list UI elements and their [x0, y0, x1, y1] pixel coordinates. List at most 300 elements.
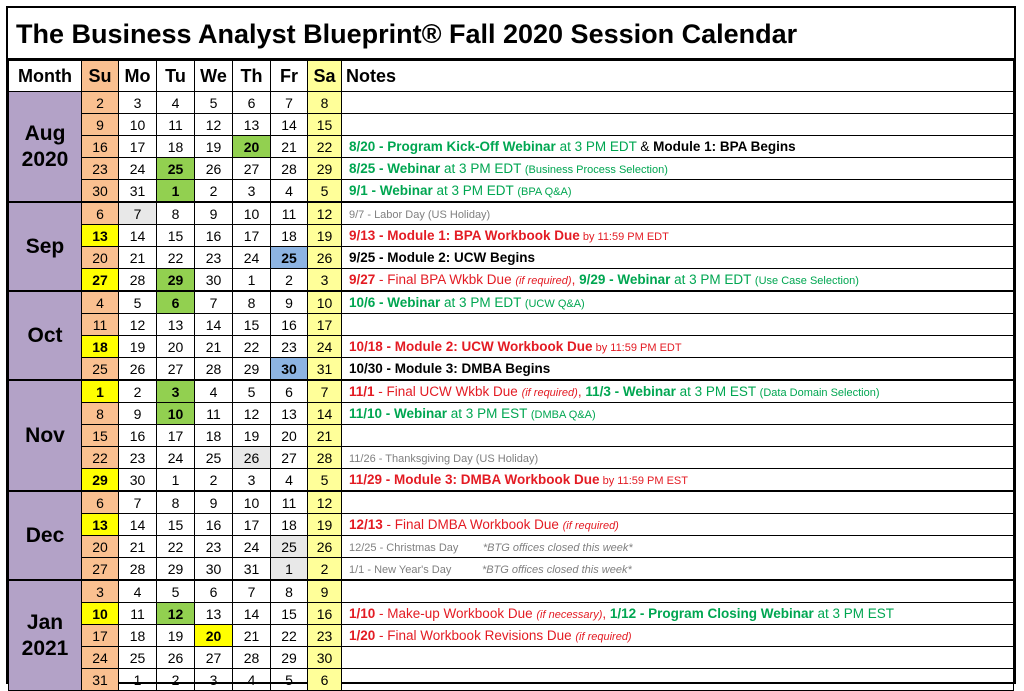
- day-cell: 24: [157, 447, 195, 469]
- day-cell: 1: [157, 180, 195, 203]
- day-cell: 9: [271, 291, 308, 314]
- day-cell: 28: [195, 358, 233, 381]
- note-segment: (Data Domain Selection): [759, 387, 880, 399]
- day-cell: 7: [119, 491, 157, 514]
- day-cell: 18: [82, 336, 119, 358]
- notes-cell: [342, 447, 1014, 469]
- notes-cell: [342, 647, 1014, 669]
- note-segment: *BTG offices closed this week*: [481, 564, 632, 576]
- day-cell: 30: [271, 358, 308, 381]
- note-segment: ,: [577, 384, 586, 399]
- day-cell: 11: [119, 603, 157, 625]
- note-segment: at 3 PM EST: [675, 384, 760, 399]
- day-cell: 17: [82, 625, 119, 647]
- day-cell: 27: [157, 358, 195, 381]
- day-cell: 2: [157, 669, 195, 691]
- day-cell: 6: [308, 669, 342, 691]
- note-segment: (DMBA Q&A): [530, 409, 596, 421]
- notes-cell: [342, 336, 1014, 358]
- day-cell: 1: [233, 269, 271, 292]
- day-cell: 19: [195, 136, 233, 158]
- day-cell: 27: [82, 269, 119, 292]
- day-cell: 29: [233, 358, 271, 381]
- note-segment: (if required): [515, 275, 572, 287]
- day-cell: 1: [157, 469, 195, 492]
- note-segment: at 3 PM EDT: [555, 139, 641, 154]
- week-row: [9, 180, 1014, 203]
- notes-cell: [342, 558, 1014, 581]
- week-row: [9, 247, 1014, 269]
- day-cell: 7: [308, 380, 342, 403]
- notes-cell: [342, 247, 1014, 269]
- day-cell: 14: [195, 314, 233, 336]
- note-segment: (Business Process Selection): [524, 164, 668, 176]
- note-segment: 9/7 - Labor Day (US Holiday): [349, 209, 491, 221]
- week-row: [9, 291, 1014, 314]
- day-cell: 17: [233, 225, 271, 247]
- day-cell: 29: [271, 647, 308, 669]
- day-cell: 6: [157, 291, 195, 314]
- day-cell: 9: [195, 491, 233, 514]
- day-cell: 26: [119, 358, 157, 381]
- day-cell: 10: [308, 291, 342, 314]
- day-cell: 3: [82, 580, 119, 603]
- day-cell: 17: [157, 425, 195, 447]
- day-cell: 4: [271, 469, 308, 492]
- day-cell: 28: [271, 158, 308, 180]
- day-cell: 24: [119, 158, 157, 180]
- day-cell: 31: [82, 669, 119, 691]
- note-segment: 1/20: [349, 628, 376, 643]
- note-segment: 10/18 - Module 2: UCW Workbook Due: [349, 339, 593, 354]
- notes-cell: [342, 669, 1014, 691]
- day-cell: 15: [157, 225, 195, 247]
- day-cell: 27: [271, 447, 308, 469]
- header-notes: Notes: [342, 61, 1014, 92]
- note-segment: 10/30 - Module 3: DMBA Begins: [349, 361, 551, 376]
- day-cell: 10: [233, 202, 271, 225]
- day-cell: 12: [233, 403, 271, 425]
- note-segment: 12/25 - Christmas Day: [349, 542, 483, 554]
- day-cell: 29: [308, 158, 342, 180]
- note-segment: 9/25 - Module 2: UCW Begins: [349, 250, 536, 265]
- day-cell: 6: [271, 380, 308, 403]
- week-row: [9, 603, 1014, 625]
- header-tuesday: Tu: [157, 61, 195, 92]
- note-segment: (if required): [521, 387, 578, 399]
- day-cell: 11: [195, 403, 233, 425]
- header-saturday: Sa: [308, 61, 342, 92]
- week-row: [9, 558, 1014, 581]
- notes-cell: [342, 158, 1014, 180]
- day-cell: 15: [308, 114, 342, 136]
- day-cell: 17: [119, 136, 157, 158]
- note-segment: 11/26 - Thanksgiving Day (US Holiday): [349, 453, 539, 465]
- day-cell: 5: [233, 380, 271, 403]
- day-cell: 10: [233, 491, 271, 514]
- day-cell: 5: [119, 291, 157, 314]
- day-cell: 21: [233, 625, 271, 647]
- month-label: Dec: [9, 491, 82, 580]
- notes-cell: [342, 603, 1014, 625]
- note-segment: - Make-up Workbook Due: [375, 606, 537, 621]
- day-cell: 4: [119, 580, 157, 603]
- day-cell: 9: [119, 403, 157, 425]
- note-segment: at 3 PM EST: [447, 406, 531, 421]
- day-cell: 13: [82, 225, 119, 247]
- day-cell: 11: [157, 114, 195, 136]
- day-cell: 25: [271, 536, 308, 558]
- notes-cell: [342, 403, 1014, 425]
- day-cell: 15: [233, 314, 271, 336]
- week-row: [9, 136, 1014, 158]
- day-cell: 21: [119, 247, 157, 269]
- note-segment: (if required): [562, 520, 619, 532]
- day-cell: 8: [82, 403, 119, 425]
- day-cell: 20: [271, 425, 308, 447]
- day-cell: 31: [233, 558, 271, 581]
- day-cell: 6: [233, 92, 271, 114]
- note-segment: 8/25 - Webinar: [349, 161, 441, 176]
- month-label: Jan 2021: [9, 580, 82, 691]
- day-cell: 24: [233, 247, 271, 269]
- day-cell: 20: [157, 336, 195, 358]
- week-row: [9, 158, 1014, 180]
- week-row: [9, 447, 1014, 469]
- month-label: Aug 2020: [9, 92, 82, 203]
- day-cell: 17: [308, 314, 342, 336]
- day-cell: 12: [195, 114, 233, 136]
- day-cell: 10: [119, 114, 157, 136]
- day-cell: 2: [308, 558, 342, 581]
- day-cell: 12: [308, 491, 342, 514]
- day-cell: 21: [195, 336, 233, 358]
- note-segment: ,: [602, 606, 610, 621]
- day-cell: 31: [119, 180, 157, 203]
- day-cell: 4: [233, 669, 271, 691]
- day-cell: 24: [82, 647, 119, 669]
- note-segment: (if necessary): [536, 609, 603, 621]
- day-cell: 23: [119, 447, 157, 469]
- note-segment: at 3 PM EDT: [440, 295, 525, 310]
- note-segment: - Final DMBA Workbook Due: [382, 517, 563, 532]
- note-segment: by 11:59 PM EDT: [592, 342, 682, 354]
- day-cell: 6: [195, 580, 233, 603]
- day-cell: 18: [195, 425, 233, 447]
- day-cell: 23: [195, 536, 233, 558]
- day-cell: 26: [233, 447, 271, 469]
- day-cell: 17: [233, 514, 271, 536]
- day-cell: 4: [195, 380, 233, 403]
- day-cell: 2: [195, 469, 233, 492]
- day-cell: 8: [157, 491, 195, 514]
- week-row: [9, 225, 1014, 247]
- notes-cell: [342, 469, 1014, 492]
- week-row: [9, 669, 1014, 691]
- note-segment: at 3 PM EST: [813, 606, 894, 621]
- day-cell: 16: [82, 136, 119, 158]
- day-cell: 13: [233, 114, 271, 136]
- note-segment: (Use Case Selection): [754, 275, 859, 287]
- day-cell: 29: [157, 558, 195, 581]
- day-cell: 18: [157, 136, 195, 158]
- day-cell: 19: [119, 336, 157, 358]
- day-cell: 3: [233, 180, 271, 203]
- day-cell: 3: [308, 269, 342, 292]
- day-cell: 14: [233, 603, 271, 625]
- day-cell: 16: [271, 314, 308, 336]
- day-cell: 28: [308, 447, 342, 469]
- day-cell: 12: [119, 314, 157, 336]
- day-cell: 13: [157, 314, 195, 336]
- month-label: Sep: [9, 202, 82, 291]
- note-segment: 8/20 -: [349, 139, 388, 154]
- notes-cell: [342, 92, 1014, 114]
- note-segment: by 11:59 PM EST: [599, 475, 688, 487]
- day-cell: 29: [82, 469, 119, 492]
- note-segment: - Final BPA Wkbk Due: [375, 272, 516, 287]
- note-segment: (UCW Q&A): [524, 298, 585, 310]
- day-cell: 16: [308, 603, 342, 625]
- day-cell: 25: [82, 358, 119, 381]
- day-cell: 5: [308, 180, 342, 203]
- page-title: The Business Analyst Blueprint® Fall 2020 Session Calendar: [8, 8, 1014, 60]
- week-row: [9, 336, 1014, 358]
- note-segment: at 3 PM EDT: [440, 161, 525, 176]
- day-cell: 28: [119, 269, 157, 292]
- calendar-body: [9, 92, 1014, 691]
- day-cell: 13: [82, 514, 119, 536]
- header-monday: Mo: [119, 61, 157, 92]
- day-cell: 23: [82, 158, 119, 180]
- month-label: Oct: [9, 291, 82, 380]
- day-cell: 26: [308, 536, 342, 558]
- note-segment: - Final Workbook Revisions Due: [375, 628, 576, 643]
- day-cell: 24: [308, 336, 342, 358]
- notes-cell: [342, 514, 1014, 536]
- day-cell: 8: [233, 291, 271, 314]
- note-segment: 10/6 - Webinar: [349, 295, 441, 310]
- day-cell: 5: [271, 669, 308, 691]
- day-cell: 25: [157, 158, 195, 180]
- day-cell: 7: [195, 291, 233, 314]
- day-cell: 20: [195, 625, 233, 647]
- day-cell: 4: [82, 291, 119, 314]
- note-segment: by 11:59 PM EDT: [579, 231, 669, 243]
- day-cell: 5: [157, 580, 195, 603]
- day-cell: 20: [233, 136, 271, 158]
- note-segment: (BPA Q&A): [517, 186, 572, 198]
- notes-cell: [342, 269, 1014, 292]
- week-row: [9, 647, 1014, 669]
- note-segment: 1/1 - New Year's Day: [349, 564, 482, 576]
- day-cell: 11: [271, 491, 308, 514]
- day-cell: 22: [271, 625, 308, 647]
- day-cell: 20: [82, 536, 119, 558]
- note-segment: 11/29 - Module 3: DMBA Workbook Due: [349, 472, 600, 487]
- day-cell: 27: [82, 558, 119, 581]
- header-month: Month: [9, 61, 82, 92]
- day-cell: 25: [119, 647, 157, 669]
- day-cell: 3: [195, 669, 233, 691]
- header-thursday: Th: [233, 61, 271, 92]
- day-cell: 3: [157, 380, 195, 403]
- week-row: [9, 358, 1014, 381]
- week-row: [9, 580, 1014, 603]
- week-row: [9, 202, 1014, 225]
- week-row: [9, 491, 1014, 514]
- day-cell: 9: [195, 202, 233, 225]
- day-cell: 18: [271, 225, 308, 247]
- day-cell: 22: [82, 447, 119, 469]
- note-segment: (if required): [575, 631, 632, 643]
- day-cell: 5: [308, 469, 342, 492]
- day-cell: 22: [157, 247, 195, 269]
- day-cell: 14: [119, 225, 157, 247]
- week-row: [9, 625, 1014, 647]
- notes-cell: [342, 491, 1014, 514]
- notes-cell: [342, 425, 1014, 447]
- day-cell: 19: [233, 425, 271, 447]
- day-cell: 23: [308, 625, 342, 647]
- notes-cell: [342, 225, 1014, 247]
- day-cell: 19: [157, 625, 195, 647]
- day-cell: 21: [119, 536, 157, 558]
- day-cell: 26: [157, 647, 195, 669]
- day-cell: 19: [308, 514, 342, 536]
- notes-cell: [342, 180, 1014, 203]
- note-segment: 9/27: [349, 272, 376, 287]
- notes-cell: [342, 114, 1014, 136]
- day-cell: 14: [271, 114, 308, 136]
- header-sunday: Su: [82, 61, 119, 92]
- day-cell: 2: [119, 380, 157, 403]
- note-segment: *BTG offices closed this week*: [482, 542, 633, 554]
- week-row: [9, 92, 1014, 114]
- week-row: [9, 114, 1014, 136]
- day-cell: 22: [157, 536, 195, 558]
- day-cell: 14: [308, 403, 342, 425]
- day-cell: 14: [119, 514, 157, 536]
- note-segment: 9/13 - Module 1: BPA Workbook Due: [349, 228, 580, 243]
- calendar-table: [8, 60, 1014, 691]
- day-cell: 7: [233, 580, 271, 603]
- day-cell: 1: [119, 669, 157, 691]
- day-cell: 30: [82, 180, 119, 203]
- day-cell: 8: [308, 92, 342, 114]
- header-friday: Fr: [271, 61, 308, 92]
- day-cell: 30: [308, 647, 342, 669]
- day-cell: 22: [308, 136, 342, 158]
- note-segment: 11/1: [349, 384, 375, 399]
- day-cell: 16: [195, 225, 233, 247]
- day-cell: 9: [82, 114, 119, 136]
- day-cell: 29: [157, 269, 195, 292]
- day-cell: 18: [271, 514, 308, 536]
- day-cell: 27: [233, 158, 271, 180]
- day-cell: 16: [195, 514, 233, 536]
- day-cell: 3: [119, 92, 157, 114]
- day-cell: 10: [82, 603, 119, 625]
- note-segment: 11/3 - Webinar: [585, 384, 676, 399]
- day-cell: 12: [157, 603, 195, 625]
- day-cell: 19: [308, 225, 342, 247]
- day-cell: 18: [119, 625, 157, 647]
- notes-cell: [342, 536, 1014, 558]
- week-row: [9, 403, 1014, 425]
- notes-cell: [342, 625, 1014, 647]
- day-cell: 28: [233, 647, 271, 669]
- notes-cell: [342, 314, 1014, 336]
- day-cell: 20: [82, 247, 119, 269]
- day-cell: 28: [119, 558, 157, 581]
- day-cell: 4: [157, 92, 195, 114]
- day-cell: 13: [271, 403, 308, 425]
- day-cell: 23: [271, 336, 308, 358]
- notes-cell: [342, 136, 1014, 158]
- day-cell: 24: [233, 536, 271, 558]
- day-cell: 2: [271, 269, 308, 292]
- day-cell: 21: [271, 136, 308, 158]
- day-cell: 3: [233, 469, 271, 492]
- week-row: [9, 425, 1014, 447]
- header-wednesday: We: [195, 61, 233, 92]
- day-cell: 31: [308, 358, 342, 381]
- day-cell: 11: [271, 202, 308, 225]
- day-cell: 8: [157, 202, 195, 225]
- day-cell: 12: [308, 202, 342, 225]
- week-row: [9, 469, 1014, 492]
- day-cell: 1: [82, 380, 119, 403]
- day-cell: 27: [195, 647, 233, 669]
- note-segment: 1/12 - Program Closing Webinar: [609, 606, 814, 621]
- note-segment: Program Kick-Off Webinar: [387, 139, 556, 154]
- day-cell: 5: [195, 92, 233, 114]
- day-cell: 4: [271, 180, 308, 203]
- day-cell: 15: [271, 603, 308, 625]
- day-cell: 7: [119, 202, 157, 225]
- notes-cell: [342, 202, 1014, 225]
- note-segment: 9/1 - Webinar: [349, 183, 433, 198]
- day-cell: 23: [195, 247, 233, 269]
- note-segment: 9/29 - Webinar: [579, 272, 671, 287]
- notes-cell: [342, 358, 1014, 381]
- week-row: [9, 314, 1014, 336]
- day-cell: 30: [119, 469, 157, 492]
- notes-cell: [342, 380, 1014, 403]
- week-row: [9, 269, 1014, 292]
- day-cell: 21: [308, 425, 342, 447]
- day-cell: 6: [82, 202, 119, 225]
- day-cell: 9: [308, 580, 342, 603]
- week-row: [9, 380, 1014, 403]
- day-cell: 26: [308, 247, 342, 269]
- day-cell: 8: [271, 580, 308, 603]
- day-cell: 30: [195, 558, 233, 581]
- note-segment: &: [640, 139, 654, 154]
- day-cell: 7: [271, 92, 308, 114]
- day-cell: 1: [271, 558, 308, 581]
- note-segment: at 3 PM EDT: [670, 272, 755, 287]
- day-cell: 25: [195, 447, 233, 469]
- note-segment: Module 1: BPA Begins: [653, 139, 796, 154]
- notes-cell: [342, 291, 1014, 314]
- note-segment: 12/13: [349, 517, 383, 532]
- note-segment: 1/10: [349, 606, 376, 621]
- day-cell: 6: [82, 491, 119, 514]
- week-row: [9, 536, 1014, 558]
- day-cell: 30: [195, 269, 233, 292]
